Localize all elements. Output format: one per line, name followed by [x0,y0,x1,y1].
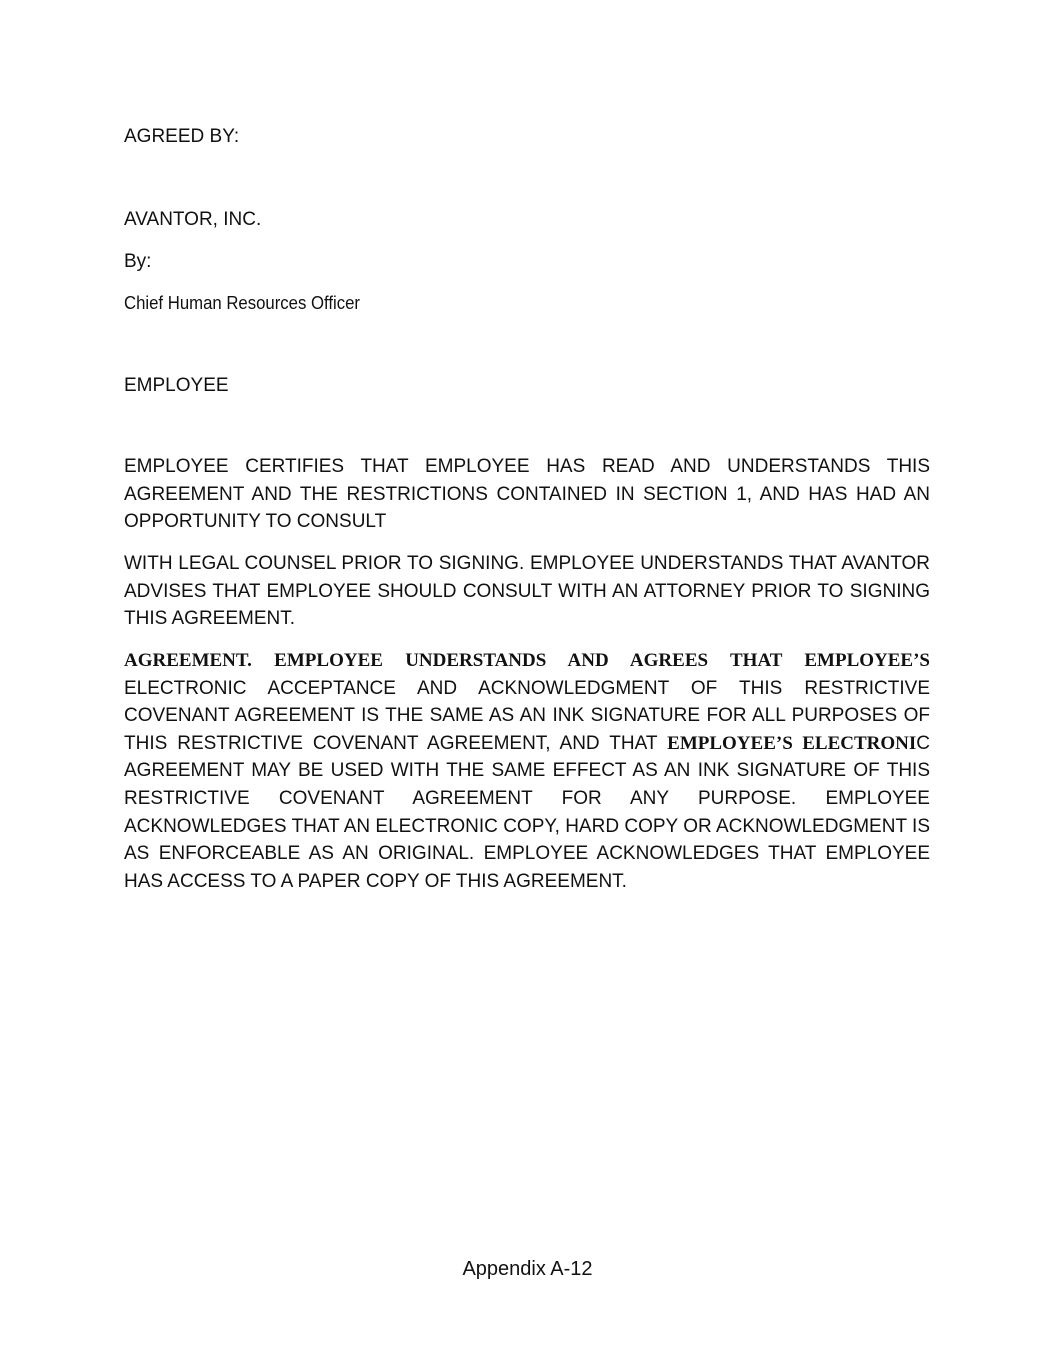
agreed-by-label: AGREED BY: [124,126,240,147]
certification-paragraph-1: EMPLOYEE CERTIFIES THAT EMPLOYEE HAS READ AND UNDERSTANDS THIS AGREEMENT AND THE RESTRICTIONS CONTAINED IN SECTION 1, AND HAS HAD AN OPPORTUNITY TO CONSULT [124,456,930,533]
by-label: By: [124,251,152,272]
employee-label: EMPLOYEE [124,375,229,396]
officer-title: Chief Human Resources Officer [124,293,361,313]
paragraph-3-bold-mid: EMPLOYEE’S ELECTRONI [667,732,917,754]
company-name: AVANTOR, INC. [124,209,262,230]
certification-paragraph-3 [124,647,930,895]
certification-paragraph-2: WITH LEGAL COUNSEL PRIOR TO SIGNING. EMPLOYEE UNDERSTANDS THAT AVANTOR ADVISES THAT EMPLOYEE SHOULD CONSULT WITH AN ATTORNEY PRIOR TO SIGNING THIS AGREEMENT. [124,553,930,630]
paragraph-3-bold-start: AGREEMENT. EMPLOYEE UNDERSTANDS AND AGREES THAT EMPLOYEE’S [124,650,930,671]
page-footer: Appendix A-12 [462,1258,593,1280]
paragraph-3-text-1: ELECTRONIC ACCEPTANCE AND ACKNOWLEDGMENT OF THIS RESTRICTIVE COVENANT AGREEMENT IS THE SAME AS AN INK SIGNATURE FOR ALL PURPOSES OF THIS RESTRICTIVE COVENANT AGREEMENT, AND THAT [124,677,930,754]
paragraph-3-text-2: C AGREEMENT MAY BE USED WITH THE SAME EFFECT AS AN INK SIGNATURE OF THIS RESTRICTIVE COVENANT AGREEMENT FOR ANY PURPOSE. EMPLOYEE ACKNOWLEDGES THAT AN ELECTRONIC COPY, HARD COPY OR ACKNOWLEDGMENT IS AS ENFORCEABLE AS AN ORIGINAL. EMPLOYEE ACKNOWLEDGES THAT EMPLOYEE HAS ACCESS TO A PAPER COPY OF THIS AGREEMENT. [124,732,930,892]
